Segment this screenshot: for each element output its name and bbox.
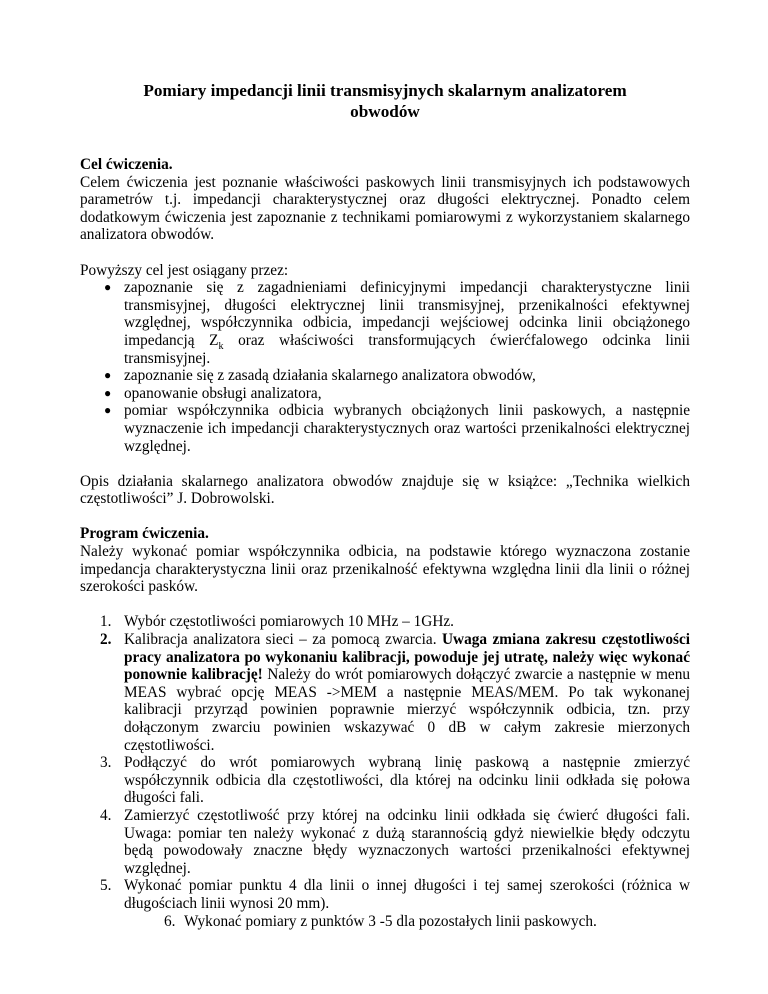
bullet-text: opanowanie obsługi analizatora, [124,384,322,402]
bullet-item [80,402,690,455]
goal-heading: Cel ćwiczenia. [80,156,173,173]
step-item [80,913,690,931]
step-number: 3. [100,754,112,772]
program-heading: Program ćwiczenia. [80,525,209,543]
subscript: k [218,340,224,352]
program-intro: Należy wykonać pomiar współczynnika odbicia, na podstawie którego wyznaczona zostanie impedancja charakterystyczna linii oraz przenikalność efektywna względna linii dla linii o różnej szerokości pasków. [80,543,690,596]
document-page [80,80,690,930]
bullet-icon: ● [104,385,112,400]
step-text: Należy do wrót pomiarowych dołączyć zwarcie a następnie w menu MEAS wybrać opcję MEAS ->MEM a następnie MEAS/MEM. Po tak wykonanej kalibracji przyrząd powinien poprawnie mierzyć współczynnik odbicia, tzn. przy dołączonym zwarciu powinien wskazywać 0 dB w całym zakresie mierzonych częstotliwości. [124,666,690,754]
step-number: 1. [100,613,112,631]
step-item [80,754,690,807]
step-text: Zamierzyć częstotliwość przy której na odcinku linii odkłada się ćwierć długości fali. Uwaga: pomiar ten należy wykonać z dużą starannością gdyż niewielkie błędy odczytu będą powodowały znaczne błędy wyznaczonych wartości przenikalności efektywnej względnej. [124,806,690,877]
step-item [80,613,690,631]
step-text: Wykonać pomiary z punktów 3 -5 dla pozostałych linii paskowych. [184,912,597,930]
goal-paragraph: Celem ćwiczenia jest poznanie właściwości paskowych linii transmisyjnych ich podstawowych parametrów t.j. impedancji charakterystycznej oraz długości elektrycznej. Ponadto celem dodatkowym ćwiczenia jest zapoznanie z technikami pomiarowymi z wykorzystaniem skalarnego analizatora obwodów. [80,173,690,244]
reference-paragraph: Opis działania skalarnego analizatora obwodów znajduje się w książce: „Technika wielkich częstotliwości” J. Dobrowolski. [80,472,690,508]
step-number: 2. [100,631,112,649]
step-item [80,877,690,912]
step-text: Wykonać pomiar punktu 4 dla linii o innej długości i tej samej szerokości (różnica w długościach linii wynosi 20 mm). [124,877,690,912]
bullet-item [80,367,690,385]
bullet-text: pomiar współczynnika odbicia wybranych obciążonych linii paskowych, a następnie wyznaczenie ich impedancji charakterystycznych oraz wartości przenikalności elektrycznej względnej. [124,402,690,455]
step-text: Podłączyć do wrót pomiarowych wybraną linię paskową a następnie zmierzyć współczynnik odbicia dla częstotliwości, dla której na odcinku linii odkłada się połowa długości fali. [124,754,690,807]
step-warning-text: Uwaga zmiana zakresu częstotliwości pracy analizatora po wykonaniu kalibracji, powoduje jej utratę, należy więc wykonać ponownie kalibrację! [124,631,690,684]
bullet-icon: ● [104,280,112,295]
step-number: 4. [100,806,112,824]
achieved-intro: Powyższy cel jest osiągany przez: [80,261,289,279]
bullet-text: oraz właściwości transformujących ćwierćfalowego odcinka linii transmisyjnej. [124,331,691,367]
bullet-text: zapoznanie się z zasadą działania skalarnego analizatora obwodów, [124,367,536,385]
step-item [80,807,690,877]
bullet-icon: ● [104,403,112,418]
step-text: Wybór częstotliwości pomiarowych 10 MHz – 1GHz. [124,613,455,631]
step-number: 5. [100,877,112,895]
step-item [80,631,690,754]
bullet-icon: ● [104,368,112,383]
bullet-item [80,279,690,367]
goal-bullet-list [80,279,690,455]
bullet-item [80,385,690,403]
step-number: 6. [164,912,176,930]
program-step-list [80,613,690,930]
step-text: Kalibracja analizatora sieci – za pomocą zwarcia. [124,631,442,649]
document-title: Pomiary impedancji linii transmisyjnych skalarnym analizatorem obwodów [143,81,627,121]
bullet-text: zapoznanie się z zagadnieniami definicyjnymi impedancji charakterystyczne linii transmisyjnej, długości elektrycznej linii transmisyjnej, przenikalności efektywnej względnej, współczynnika odbicia, impedancji wejściowej odcinka linii obciążonego impedancją Z [124,279,690,349]
